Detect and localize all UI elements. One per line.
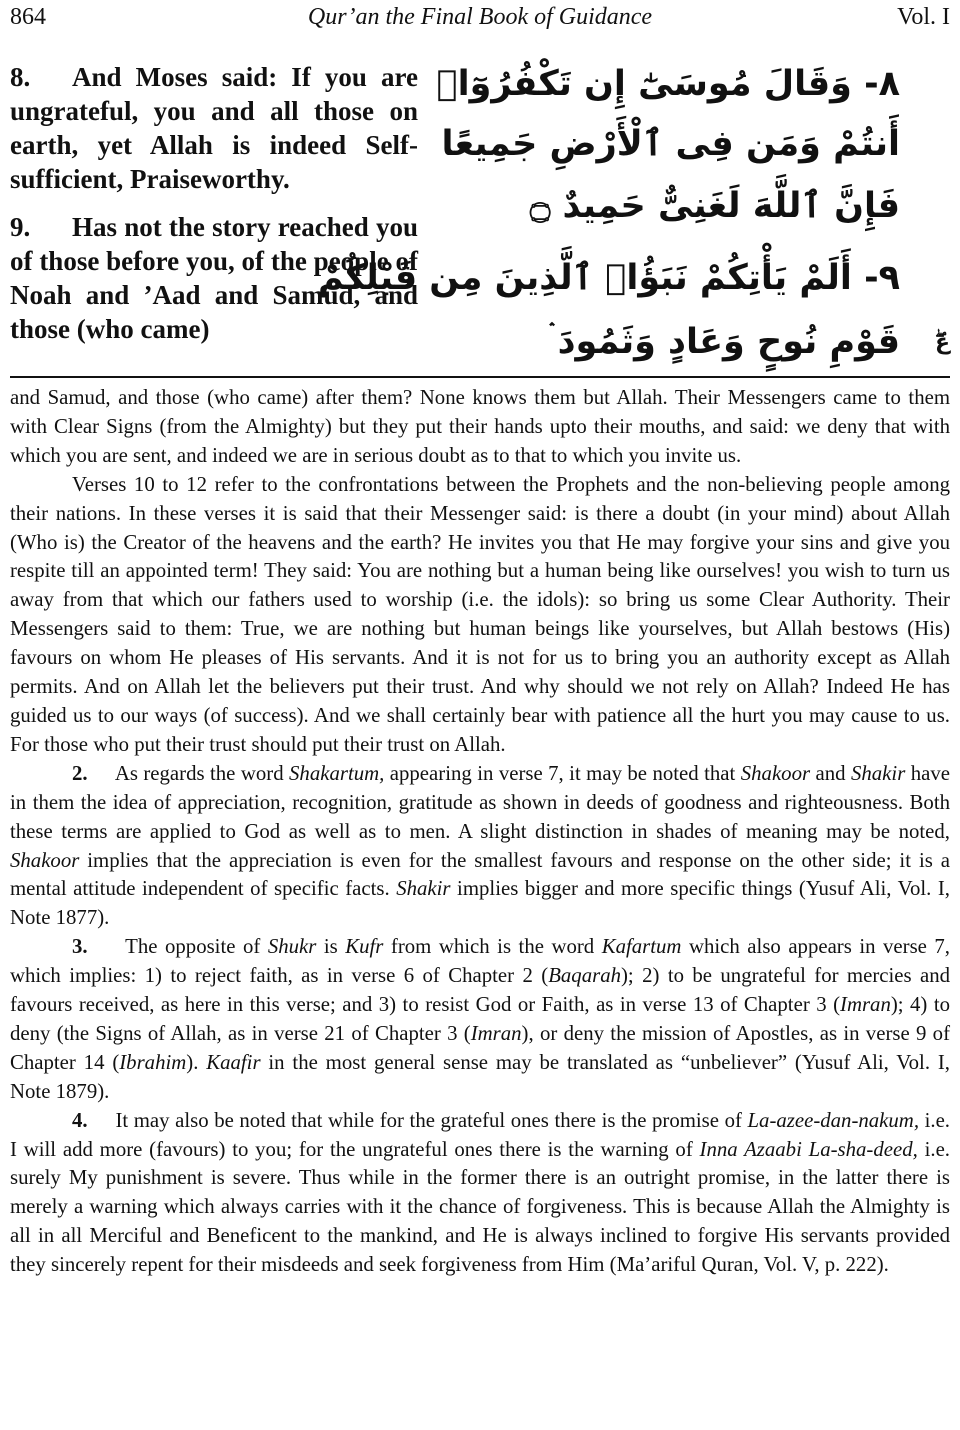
arabic-line: ٩- أَلَمْ يَأْتِكُمْ نَبَؤُا۟ ٱلَّذِينَ مِن قَبْلِكُمْ — [317, 258, 900, 298]
note-2 — [10, 760, 950, 933]
note-text: in the most general sense may be translated as “unbeliever” (Yusuf Ali, Vol. I, Note 1879). — [10, 1050, 950, 1103]
note-text: i.e. surely My punishment is severe. Thus while in the former there is an outright promise, in the latter there is merely a warning which always carries with it the chance of forgiveness. This is because Allah the Almighty is all in all Merciful and Beneficent to the mankind, and He is always inclined to forgive His servants provided they sincerely repent for their misdeeds and seek forgiveness from Him (Ma’ariful Quran, Vol. V, p. 222). — [10, 1137, 951, 1277]
transliteration: Ibrahim — [119, 1050, 187, 1074]
note-text: implies bigger and more specific things (Yusuf Ali, Vol. I, Note 1877). — [10, 877, 950, 930]
transliteration: Shakir — [850, 761, 906, 785]
arabic-verses — [317, 58, 950, 368]
transliteration: Kufr — [345, 935, 384, 959]
arabic-line: فَإِنَّ ٱللَّهَ لَغَنِىٌّ حَمِيدٌ ۝ — [529, 186, 900, 226]
note-number: 3. — [72, 935, 88, 959]
verse-number: 9. — [10, 212, 31, 242]
commentary — [10, 384, 950, 1280]
transliteration: Shakartum, — [289, 761, 385, 785]
verse-text: Has not the story reached you of those before you, of the people of Noah and ’Aad and Samud, and those (who came) — [10, 212, 418, 344]
transliteration: Inna Azaabi La-sha-deed, — [699, 1137, 918, 1161]
verse-text: And Moses said: If you are ungrateful, you and all those on earth, yet Allah is indeed Self-sufficient, Praiseworthy. — [10, 62, 418, 194]
verses-10-12-paragraph: Verses 10 to 12 refer to the confrontations between the Prophets and the non-believing people among their nations. In these verses it is said that their Messenger said: is there a doubt (in your mind) about Allah (Who is) the Creator of the heavens and the earth? He invites you that He may forgive your sins and give you respite till an appointed term! They said: You are nothing but a human being like ourselves! you wish to turn us away from that which our fathers used to worship (i.e. the idols): so bring us some Clear Authority. Their Messengers said to them: True, we are nothing but human beings like yourselves, but Allah bestows (His) favours on whom He pleases of His servants. And it is not for us to bring you an authority except as Allah permits. And on Allah let the believers put their trust. And why should we not rely on Allah? Indeed He has guided us to our ways (of success). And we shall certainly bear with patience all the hurt you may cause to us. For those who put their trust should put their trust on Allah. — [10, 472, 950, 756]
transliteration: Shakoor — [740, 761, 811, 785]
section-divider — [10, 376, 950, 378]
transliteration: Baqarah — [548, 964, 621, 988]
page-number: 864 — [10, 4, 46, 30]
note-text: is — [316, 935, 346, 959]
note-text: which also appears in verse 7, which implies: 1) to reject faith, as in verse 6 of Chapter 2 ( — [10, 935, 950, 988]
verse-translations — [10, 60, 418, 360]
note-text: appearing in verse 7, it may be noted that — [384, 761, 741, 785]
transliteration: Imran — [840, 993, 891, 1017]
transliteration: Shakir — [396, 877, 451, 901]
arabic-line: ٨- وَقَالَ مُوسَىٰٓ إِن تَكْفُرُوٓا۟ — [436, 64, 900, 104]
note-text: i.e. I will add more (favours) to you; for the ungrateful ones there is the warning of — [10, 1108, 951, 1161]
note-text: The opposite of — [125, 935, 268, 959]
note-3 — [10, 933, 950, 1106]
transliteration: Kafartum — [601, 935, 682, 959]
note-number: 4. — [72, 1108, 88, 1132]
volume-label: Vol. I — [897, 4, 950, 30]
note-text: from which is the word — [383, 935, 602, 959]
note-4 — [10, 1107, 950, 1280]
note-text: implies that the appreciation is even for the smallest favours and response on the other side; it is a mental attitude independent of specific facts. — [10, 848, 950, 901]
note-text: have in them the idea of appreciation, recognition, gratitude as shown in deeds of goodness and righteousness. Both these terms are applied to God as well as to men. A slight distinction in shades of meaning may be noted, — [10, 761, 950, 843]
note-text: ), or deny the mission of Apostles, as in verse 9 of Chapter 14 ( — [10, 1021, 950, 1074]
book-title: Qur’an the Final Book of Guidance — [307, 4, 653, 30]
note-text: It may also be noted that while for the grateful ones there is the promise of — [115, 1108, 748, 1132]
running-header — [10, 4, 950, 34]
transliteration: Shukr — [267, 935, 317, 959]
verse-8 — [10, 60, 418, 196]
note-number: 2. — [72, 761, 88, 785]
note-text: ); 4) to deny (the Signs of Allah, as in verse 21 of Chapter 3 ( — [10, 993, 951, 1045]
note-text: ). — [186, 1050, 207, 1074]
continuation-paragraph: and Samud, and those (who came) after them? None knows them but Allah. Their Messengers came to them with Clear Signs (from the Almighty) but they put their hands upto their mouths, and said: we deny that with which you are sent, and indeed we are in serious doubt as to that to which you invite us. — [10, 386, 950, 467]
arabic-line: قَوْمِ نُوحٍ وَعَادٍ وَثَمُودَ ۛ — [548, 322, 900, 362]
note-text: ); 2) to be ungrateful for mercies and favours received, as here in this verse; and 3) to resist God or Faith, as in verse 13 of Chapter 3 ( — [10, 964, 950, 1017]
transliteration: Kaafir — [206, 1050, 261, 1074]
transliteration: La-azee-dan-nakum, — [747, 1108, 920, 1132]
transliteration: Shakoor — [10, 848, 80, 872]
note-text: and — [810, 761, 851, 785]
transliteration: Imran — [470, 1021, 522, 1045]
verse-number: 8. — [10, 62, 31, 92]
arabic-line: أَنتُمْ وَمَن فِى ٱلْأَرْضِ جَمِيعًا — [441, 124, 900, 164]
note-text: As regards the word — [114, 761, 290, 785]
ruku-marker: ۖع — [934, 330, 950, 355]
